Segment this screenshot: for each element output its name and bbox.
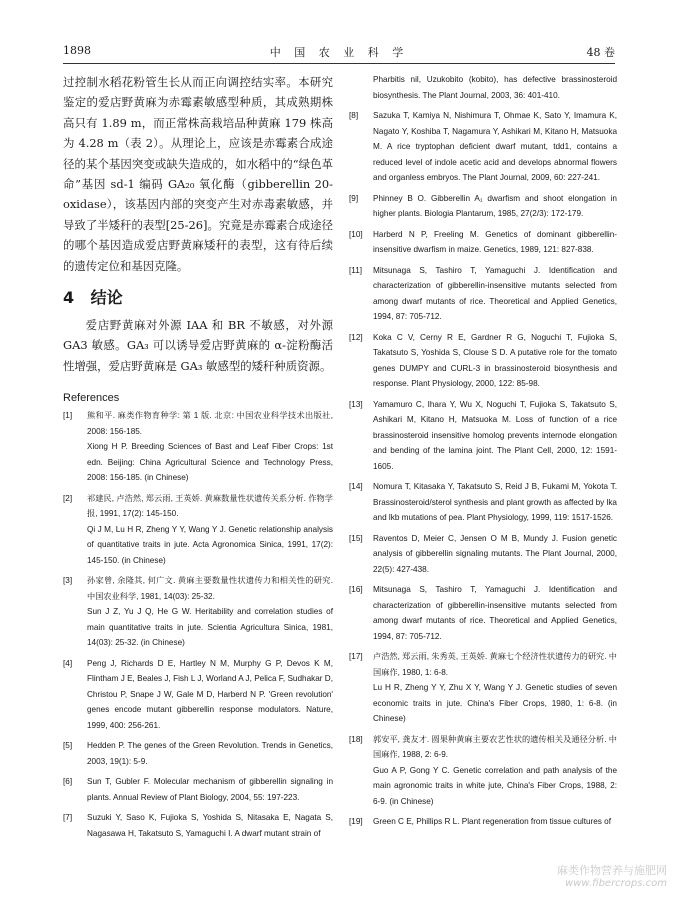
- reference-item: [349, 263, 617, 325]
- reference-text: Koka C V, Cerny R E, Gardner R G, Noguchi T, Fujioka S, Takatsuto S, Yoshida S, Clouse S D. A putative role for the tomato genes DUMPY and CURL-3 in brassinosteroid biosynthesis and response. Plant Physiology, 2000, 122: 85-98.: [373, 332, 617, 388]
- reference-item: [349, 397, 617, 475]
- references-list-left: [63, 408, 333, 841]
- reference-number: [3]: [63, 576, 73, 586]
- left-column: [63, 72, 333, 846]
- reference-number: [11]: [349, 265, 363, 275]
- page-header: [63, 44, 615, 62]
- reference-text: 卢浩然, 郑云雨, 朱秀英, 王英娇. 黄麻七个经济性状遗传力的研究. 中国麻作, 1980, 1: 6-8.: [373, 652, 617, 677]
- reference-number: [13]: [349, 399, 363, 409]
- reference-number: [16]: [349, 585, 363, 594]
- reference-number: [1]: [63, 411, 73, 421]
- references-heading: References: [63, 392, 120, 405]
- reference-text: Mitsunaga S, Tashiro T, Yamaguchi J. Identification and characterization of gibberellin-insensitive mutants selected from among dwarf mutants of rice. Theoretical and Applied Genetics, 1994, 87: 705-712.: [373, 265, 617, 321]
- reference-item: [349, 531, 617, 578]
- reference-number: [7]: [63, 813, 73, 823]
- reference-text: Harberd N P, Freeling M. Genetics of dominant gibberellin-insensitive dwarfism in maize. Genetics, 1989, 121: 827-838.: [373, 229, 617, 254]
- reference-item: [63, 656, 333, 734]
- reference-number: [9]: [349, 193, 359, 203]
- reference-number: [12]: [349, 332, 363, 342]
- reference-number: [8]: [349, 111, 359, 120]
- reference-text: Xiong H P. Breeding Sciences of Bast and Leaf Fiber Crops: 1st edn. Beijing: China Agricultural Science and Technology Press, 2008: 156-185. (in Chinese): [87, 442, 333, 483]
- reference-item: [349, 649, 617, 727]
- journal-title: 中 国 农 业 科 学: [269, 46, 409, 59]
- section-heading: [63, 285, 333, 309]
- references-list-right: [349, 72, 617, 830]
- reference-number: [2]: [63, 493, 73, 503]
- reference-item: [349, 732, 617, 810]
- right-column: [349, 72, 617, 835]
- reference-text: Pharbitis nil, Uzukobito (kobito), has defective brassinosteroid biosynthesis. The Plant Journal, 2003, 36: 401-410.: [373, 75, 617, 100]
- reference-text: Guo A P, Gong Y C. Genetic correlation and path analysis of the main agronomic traits in white jute, China's Fiber Crops, 1988, 2: 6-9. (in Chinese): [373, 765, 617, 806]
- page-number: 1898: [63, 44, 91, 57]
- reference-text: Qi J M, Lu H R, Zheng Y Y, Wang Y J. Genetic relationship analysis of quantitative traits in jute. Acta Agronomica Sinica, 1991, 17(2): 145-150. (in Chinese): [87, 524, 333, 565]
- section-number: 4: [63, 288, 75, 308]
- reference-text: Phinney B O. Gibberellin A₁ dwarfism and shoot elongation in higher plants. Biologia Plantarum, 1985, 27(2/3): 172-179.: [373, 193, 617, 218]
- reference-item: [349, 814, 617, 830]
- reference-item: [63, 573, 333, 651]
- reference-text: Sun J Z, Yu J Q, He G W. Heritability and correlation studies of main quantitative traits in jute. Scientia Agricultura Sinica, 1981, 14(03): 25-32. (in Chinese): [87, 607, 333, 648]
- reference-item: [349, 330, 617, 392]
- reference-text: Raventos D, Meier C, Jensen O M B, Mundy J. Fusion genetic analysis of gibberellin signaling mutants. The Plant Journal, 2000, 22(5): 427-438.: [373, 533, 617, 574]
- reference-item: [349, 227, 617, 258]
- reference-item: [349, 108, 617, 186]
- reference-item: [349, 72, 617, 103]
- reference-text: Sazuka T, Kamiya N, Nishimura T, Ohmae K, Sato Y, Imamura K, Nagato Y, Koshiba T, Nagamura Y, Ashikari M, Kitano H, Matsuoka M. A rice tryptophan deficient dwarf mutant, tdd1, contains a reduced level of indole acetic acid and develops abnormal flowers and organless embryos. The Plant Journal, 2009, 60: 227-241.: [373, 111, 617, 182]
- reference-item: [63, 408, 333, 486]
- reference-item: [349, 582, 617, 644]
- reference-number: [4]: [63, 658, 73, 668]
- watermark-url: www.fibercrops.com: [565, 878, 667, 889]
- reference-number: [18]: [349, 734, 363, 744]
- reference-number: [19]: [349, 817, 363, 826]
- reference-number: [17]: [349, 652, 363, 661]
- reference-item: [63, 774, 333, 805]
- header-rule: [63, 63, 615, 64]
- reference-item: [349, 479, 617, 526]
- reference-text: Nomura T, Kitasaka Y, Takatsuto S, Reid J B, Fukami M, Yokota T. Brassinosteroid/sterol synthesis and plant growth as affected by lka and lkb mutations of pea. Plant Physiology, 1999, 119: 1517-1526.: [373, 482, 617, 522]
- reference-item: [63, 810, 333, 841]
- reference-text: Suzuki Y, Saso K, Fujioka S, Yoshida S, Nitasaka E, Nagata S, Nagasawa H, Takatsuto S, Yamaguchi I. A dwarf mutant strain of: [87, 813, 333, 838]
- body-paragraph-2: 爱店野黄麻对外源 IAA 和 BR 不敏感，对外源 GA3 敏感。GA₃ 可以诱导爱店野黄麻的 α-淀粉酶活性增强，爱店野黄麻是 GA₃ 敏感型的矮秆种质资源。: [63, 318, 333, 373]
- reference-text: 祁建民, 卢浩然, 郑云雨, 王英娇. 黄麻数量性状遗传关系分析. 作物学报, 1991, 17(2): 145-150.: [87, 493, 333, 519]
- reference-number: [10]: [349, 229, 363, 239]
- reference-number: [6]: [63, 777, 73, 787]
- reference-text: Sun T, Gubler F. Molecular mechanism of gibberellin signaling in plants. Annual Review of Plant Biology, 2004, 55: 197-223.: [87, 777, 333, 802]
- watermark: [557, 862, 667, 889]
- reference-text: 熊和平. 麻类作物育种学: 第 1 版. 北京: 中国农业科学技术出版社, 2008: 156-185.: [87, 411, 333, 436]
- reference-text: 孙家曾, 余隆其, 何广文. 黄麻主要数量性状遗传力和相关性的研究. 中国农业科学, 1981, 14(03): 25-32.: [87, 576, 333, 601]
- body-paragraph-1: 过控制水稻花粉管生长从而正向调控结实率。本研究鉴定的爱店野黄麻为赤霉素敏感型种质，其成熟期株高只有 1.89 m，而正常株高栽培品种黄麻 179 株高为 4.28 m（表 2）。从理论上，应该是赤霉素合成途径的某个基因突变或缺失造成的，如水稻中的“绿色革命”基因 sd-1 编码 GA₂₀ 氧化酶（gibberellin 20-oxidase），该基因内部的突变产生对赤毒素敏感，并导致了半矮秆的表型[25-26]。究竟是赤霉素合成途径的哪个基因造成爱店野黄麻矮秆的表型，这有待后续的遗传定位和基因克隆。: [63, 75, 333, 273]
- reference-text: Mitsunaga S, Tashiro T, Yamaguchi J. Identification and characterization of gibberellin-insensitive mutants selected from among dwarf mutants of rice. Theoretical and Applied Genetics, 1994, 87: 705-712.: [373, 585, 617, 641]
- reference-number: [5]: [63, 741, 73, 751]
- reference-item: [63, 738, 333, 769]
- watermark-site-name: 麻类作物营养与施肥网: [557, 864, 667, 877]
- reference-number: [14]: [349, 482, 363, 491]
- reference-text: Green C E, Phillips R L. Plant regeneration from tissue cultures of: [373, 817, 612, 826]
- reference-item: [349, 191, 617, 222]
- reference-text: Yamamuro C, Ihara Y, Wu X, Noguchi T, Fujioka S, Takatsuto S, Ashikari M, Kitano H, Matsuoka M. Loss of function of a rice brassinosteroid insensitive homolog prevents internode elongation and bending of the lamina joint. The Plant Cell, 2000, 12: 1591-1605.: [373, 399, 617, 471]
- reference-text: Lu H R, Zheng Y Y, Zhu X Y, Wang Y J. Genetic studies of seven economic traits in jute. China's Fiber Crops, 1980, 1: 6-8. (in Chinese): [373, 683, 617, 723]
- reference-item: [63, 491, 333, 569]
- reference-text: 郭安平, 龚友才. 圆果种黄麻主要农艺性状的遗传相关及通径分析. 中国麻作, 1988, 2: 6-9.: [373, 734, 617, 759]
- reference-text: Peng J, Richards D E, Hartley N M, Murphy G P, Devos K M, Flintham J E, Beales J, Fish L J, Worland A J, Pelica F, Sudhakar D, Christou P, Snape J W, Gale M D, Harberd N P. 'Green revolution' genes encode mutant gibberellin response modulators. Nature, 1999, 400: 256-261.: [87, 658, 333, 730]
- volume-label: 48 卷: [586, 46, 615, 59]
- reference-number: [15]: [349, 533, 363, 543]
- reference-text: Hedden P. The genes of the Green Revolution. Trends in Genetics, 2003, 19(1): 5-9.: [87, 741, 333, 766]
- section-title: 结论: [90, 288, 123, 308]
